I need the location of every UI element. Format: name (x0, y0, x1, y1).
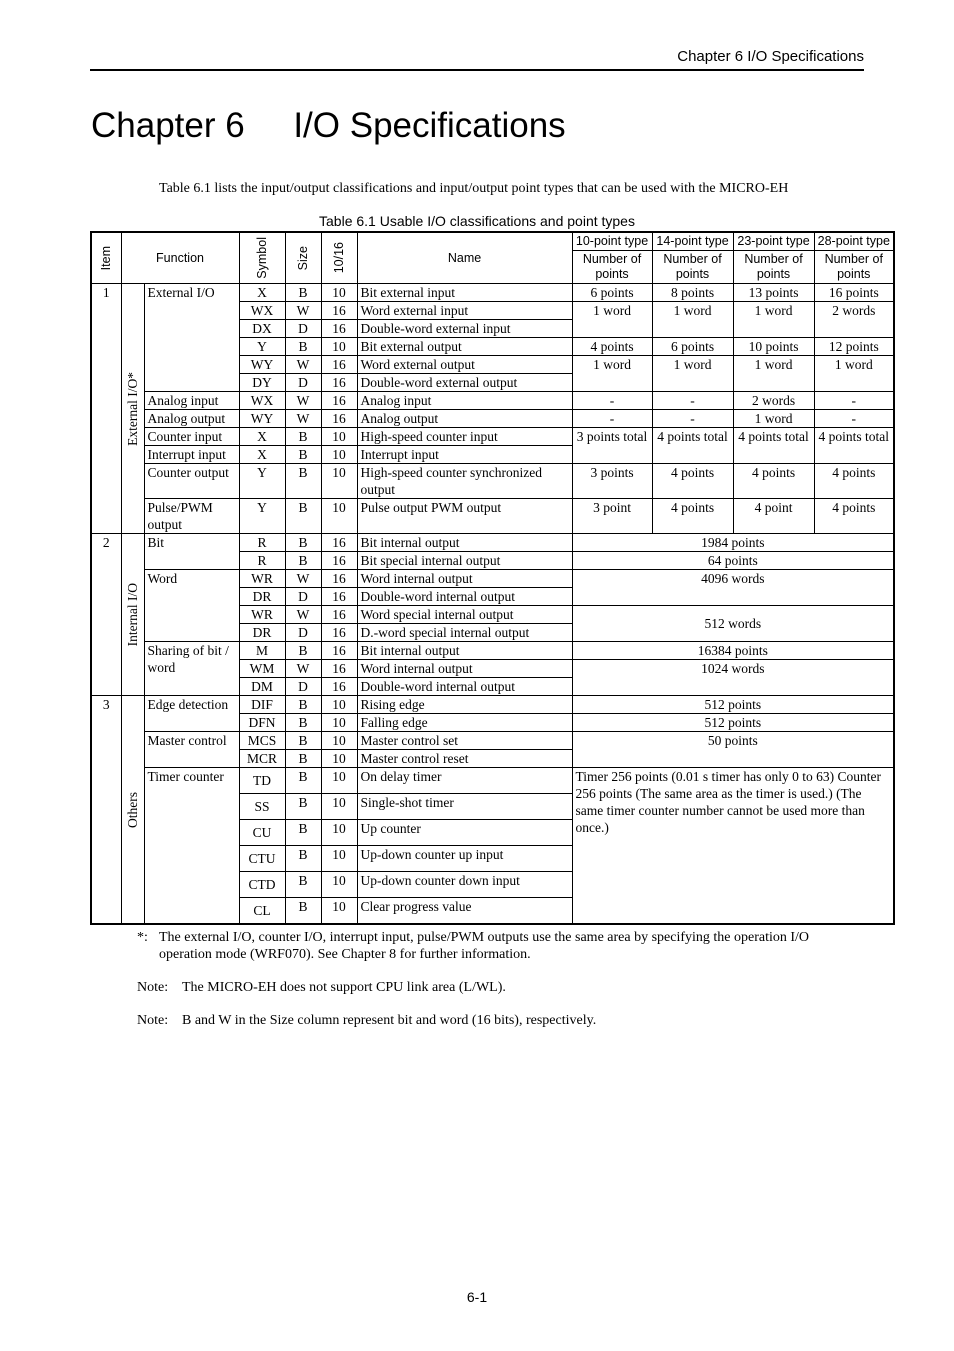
header-size: Size (285, 232, 321, 284)
size-cell: D (285, 588, 321, 606)
function-label: Bit (144, 534, 239, 570)
size-cell: B (285, 768, 321, 794)
name-cell: Double-word internal output (357, 678, 572, 696)
points-23: 13 points (733, 284, 814, 302)
points-10: - (572, 392, 652, 410)
points-28: 4 points (814, 464, 894, 499)
io-classification-table (90, 231, 895, 925)
function-label: Edge detection (144, 696, 239, 732)
name-cell: Master control set (357, 732, 572, 750)
name-cell: Word internal output (357, 570, 572, 588)
symbol-cell: DFN (239, 714, 285, 732)
base-cell: 10 (321, 732, 357, 750)
name-cell: Single-shot timer (357, 794, 572, 820)
name-cell: Double-word external output (357, 374, 572, 392)
points-23: 2 words (733, 392, 814, 410)
base-cell: 10 (321, 820, 357, 846)
chapter-title: Chapter 6 I/O Specifications (91, 106, 566, 145)
base-cell: 16 (321, 534, 357, 552)
base-cell: 16 (321, 410, 357, 428)
name-cell: D.-word special internal output (357, 624, 572, 642)
base-cell: 10 (321, 499, 357, 534)
function-label: Interrupt input (144, 446, 239, 464)
table-row (91, 768, 894, 794)
size-cell: B (285, 499, 321, 534)
base-cell: 10 (321, 284, 357, 302)
size-cell: B (285, 696, 321, 714)
points-23: 10 points (733, 338, 814, 356)
base-cell: 10 (321, 446, 357, 464)
header-number-of-points: Number of points (733, 251, 814, 284)
table-row (91, 392, 894, 410)
note-label: Note: (137, 980, 169, 995)
points-all: 50 points (572, 732, 894, 768)
size-cell: D (285, 374, 321, 392)
note-label: Note: (137, 1013, 169, 1028)
table-caption: Table 6.1 Usable I/O classifications and point types (319, 213, 635, 229)
function-label: Timer counter (144, 768, 239, 925)
points-28: - (814, 410, 894, 428)
base-cell: 10 (321, 872, 357, 898)
points-14: 4 points total (652, 428, 733, 464)
name-cell: High-speed counter input (357, 428, 572, 446)
header-number-of-points: Number of points (652, 251, 733, 284)
points-14: 4 points (652, 464, 733, 499)
function-label: Analog input (144, 392, 239, 410)
points-all: Timer 256 points (0.01 s timer has only 0 to 63) Counter 256 points (The same area as the timer is used.) (The same timer counter number cannot be used more than once.) (572, 768, 894, 925)
name-cell: Bit external input (357, 284, 572, 302)
footnote-text: The external I/O, counter I/O, interrupt input, pulse/PWM outputs use the same area by specifying the operation I/O operation mode (WRF070). See Chapter 8 for further information. (159, 930, 810, 962)
symbol-cell: X (239, 284, 285, 302)
symbol-cell: DR (239, 624, 285, 642)
base-cell: 10 (321, 696, 357, 714)
item-number: 2 (91, 534, 121, 696)
symbol-cell: DM (239, 678, 285, 696)
points-all: 4096 words (572, 570, 894, 606)
page-number: 6-1 (466, 1289, 488, 1305)
symbol-cell: WX (239, 302, 285, 320)
name-cell: Bit special internal output (357, 552, 572, 570)
size-cell: B (285, 428, 321, 446)
points-all: 16384 points (572, 642, 894, 660)
base-cell: 16 (321, 660, 357, 678)
name-cell: Up-down counter up input (357, 846, 572, 872)
size-cell: B (285, 898, 321, 925)
header-number-of-points: Number of points (814, 251, 894, 284)
size-cell: B (285, 846, 321, 872)
symbol-cell: Y (239, 338, 285, 356)
name-cell: On delay timer (357, 768, 572, 794)
base-cell: 16 (321, 392, 357, 410)
size-cell: W (285, 410, 321, 428)
symbol-cell: CU (239, 820, 285, 846)
function-label: Counter input (144, 428, 239, 446)
points-28: 16 points (814, 284, 894, 302)
base-cell: 10 (321, 750, 357, 768)
header-base: 10/16 (321, 232, 357, 284)
base-cell: 16 (321, 374, 357, 392)
note-text: B and W in the Size column represent bit and word (16 bits), respectively. (182, 1013, 597, 1028)
name-cell: Bit external output (357, 338, 572, 356)
base-cell: 16 (321, 642, 357, 660)
base-cell: 16 (321, 552, 357, 570)
item-number: 3 (91, 696, 121, 925)
points-14: 4 points (652, 499, 733, 534)
size-cell: D (285, 678, 321, 696)
base-cell: 10 (321, 464, 357, 499)
name-cell: Clear progress value (357, 898, 572, 925)
size-cell: B (285, 284, 321, 302)
header-10-point-type: 10-point type (572, 232, 652, 251)
size-cell: D (285, 624, 321, 642)
note (137, 1012, 857, 1029)
footnote (137, 929, 857, 963)
points-14: 1 word (652, 302, 733, 338)
notes-section (137, 929, 857, 1045)
group-label: External I/O* (121, 284, 144, 534)
symbol-cell: WX (239, 392, 285, 410)
table-row (91, 696, 894, 714)
header-14-point-type: 14-point type (652, 232, 733, 251)
symbol-cell: CL (239, 898, 285, 925)
base-cell: 16 (321, 606, 357, 624)
footnote-label: *: (137, 930, 148, 945)
name-cell: Word external input (357, 302, 572, 320)
name-cell: Bit internal output (357, 642, 572, 660)
symbol-cell: MCS (239, 732, 285, 750)
name-cell: Word external output (357, 356, 572, 374)
points-10: - (572, 410, 652, 428)
symbol-cell: Y (239, 499, 285, 534)
base-cell: 10 (321, 898, 357, 925)
points-14: - (652, 392, 733, 410)
symbol-cell: TD (239, 768, 285, 794)
header-number-of-points: Number of points (572, 251, 652, 284)
table-row (91, 642, 894, 660)
symbol-cell: WR (239, 570, 285, 588)
header-name: Name (357, 232, 572, 284)
name-cell: Up counter (357, 820, 572, 846)
base-cell: 16 (321, 302, 357, 320)
points-23: 1 word (733, 410, 814, 428)
points-10: 1 word (572, 302, 652, 338)
group-label: Internal I/O (121, 534, 144, 696)
symbol-cell: DR (239, 588, 285, 606)
header-23-point-type: 23-point type (733, 232, 814, 251)
size-cell: W (285, 302, 321, 320)
points-23: 1 word (733, 356, 814, 392)
size-cell: W (285, 660, 321, 678)
base-cell: 16 (321, 588, 357, 606)
points-all: 1024 words (572, 660, 894, 696)
base-cell: 10 (321, 768, 357, 794)
size-cell: W (285, 392, 321, 410)
symbol-cell: WY (239, 410, 285, 428)
points-14: 1 word (652, 356, 733, 392)
symbol-cell: M (239, 642, 285, 660)
points-14: 8 points (652, 284, 733, 302)
table-row (91, 732, 894, 750)
base-cell: 16 (321, 624, 357, 642)
points-23: 4 points total (733, 428, 814, 464)
size-cell: B (285, 732, 321, 750)
table-row (91, 410, 894, 428)
size-cell: W (285, 356, 321, 374)
base-cell: 16 (321, 678, 357, 696)
name-cell: Master control reset (357, 750, 572, 768)
note-text: The MICRO-EH does not support CPU link area (L/WL). (182, 980, 506, 995)
points-28: 4 points total (814, 428, 894, 464)
points-23: 4 points (733, 464, 814, 499)
points-28: 1 word (814, 356, 894, 392)
function-label: Word (144, 570, 239, 642)
size-cell: W (285, 570, 321, 588)
symbol-cell: DIF (239, 696, 285, 714)
symbol-cell: X (239, 446, 285, 464)
item-number: 1 (91, 284, 121, 534)
symbol-cell: WR (239, 606, 285, 624)
symbol-cell: MCR (239, 750, 285, 768)
function-label: Sharing of bit / word (144, 642, 239, 696)
table-row (91, 284, 894, 302)
size-cell: B (285, 642, 321, 660)
size-cell: B (285, 552, 321, 570)
symbol-cell: SS (239, 794, 285, 820)
function-label: External I/O (144, 284, 239, 392)
symbol-cell: R (239, 552, 285, 570)
name-cell: Analog input (357, 392, 572, 410)
points-10: 1 word (572, 356, 652, 392)
name-cell: Word internal output (357, 660, 572, 678)
symbol-cell: CTD (239, 872, 285, 898)
name-cell: Word special internal output (357, 606, 572, 624)
running-header: Chapter 6 I/O Specifications (90, 48, 864, 71)
points-10: 3 points (572, 464, 652, 499)
size-cell: B (285, 464, 321, 499)
size-cell: B (285, 534, 321, 552)
function-label: Analog output (144, 410, 239, 428)
base-cell: 16 (321, 320, 357, 338)
symbol-cell: Y (239, 464, 285, 499)
size-cell: D (285, 320, 321, 338)
points-10: 6 points (572, 284, 652, 302)
points-all: 512 words (572, 606, 894, 642)
base-cell: 10 (321, 714, 357, 732)
name-cell: Analog output (357, 410, 572, 428)
table-row (91, 499, 894, 534)
points-23: 1 word (733, 302, 814, 338)
symbol-cell: WY (239, 356, 285, 374)
symbol-cell: R (239, 534, 285, 552)
size-cell: B (285, 750, 321, 768)
name-cell: Double-word internal output (357, 588, 572, 606)
function-label: Master control (144, 732, 239, 768)
size-cell: B (285, 794, 321, 820)
name-cell: Bit internal output (357, 534, 572, 552)
header-function: Function (121, 232, 239, 284)
table-row (91, 534, 894, 552)
points-28: 2 words (814, 302, 894, 338)
points-28: 12 points (814, 338, 894, 356)
points-all: 1984 points (572, 534, 894, 552)
group-label: Others (121, 696, 144, 925)
base-cell: 10 (321, 846, 357, 872)
points-28: - (814, 392, 894, 410)
points-14: - (652, 410, 733, 428)
points-10: 3 points total (572, 428, 652, 464)
function-label: Counter output (144, 464, 239, 499)
points-10: 3 point (572, 499, 652, 534)
table-row (91, 464, 894, 499)
points-14: 6 points (652, 338, 733, 356)
symbol-cell: DX (239, 320, 285, 338)
header-28-point-type: 28-point type (814, 232, 894, 251)
points-28: 4 points (814, 499, 894, 534)
points-all: 512 points (572, 696, 894, 714)
table-row (91, 428, 894, 446)
name-cell: Double-word external input (357, 320, 572, 338)
base-cell: 10 (321, 338, 357, 356)
size-cell: B (285, 714, 321, 732)
size-cell: B (285, 872, 321, 898)
points-all: 64 points (572, 552, 894, 570)
table-row (91, 570, 894, 588)
size-cell: B (285, 338, 321, 356)
points-10: 4 points (572, 338, 652, 356)
points-23: 4 point (733, 499, 814, 534)
symbol-cell: DY (239, 374, 285, 392)
symbol-cell: WM (239, 660, 285, 678)
symbol-cell: CTU (239, 846, 285, 872)
size-cell: B (285, 446, 321, 464)
header-row (91, 232, 894, 251)
name-cell: Rising edge (357, 696, 572, 714)
points-all: 512 points (572, 714, 894, 732)
note (137, 979, 857, 996)
name-cell: Interrupt input (357, 446, 572, 464)
base-cell: 16 (321, 570, 357, 588)
header-item: Item (91, 232, 121, 284)
name-cell: High-speed counter synchronized output (357, 464, 572, 499)
header-symbol: Symbol (239, 232, 285, 284)
size-cell: W (285, 606, 321, 624)
base-cell: 10 (321, 794, 357, 820)
size-cell: B (285, 820, 321, 846)
symbol-cell: X (239, 428, 285, 446)
name-cell: Pulse output PWM output (357, 499, 572, 534)
name-cell: Up-down counter down input (357, 872, 572, 898)
name-cell: Falling edge (357, 714, 572, 732)
base-cell: 10 (321, 428, 357, 446)
intro-paragraph: Table 6.1 lists the input/output classifications and input/output point types that can be used with the MICRO-EH (159, 181, 789, 196)
base-cell: 16 (321, 356, 357, 374)
function-label: Pulse/PWM output (144, 499, 239, 534)
